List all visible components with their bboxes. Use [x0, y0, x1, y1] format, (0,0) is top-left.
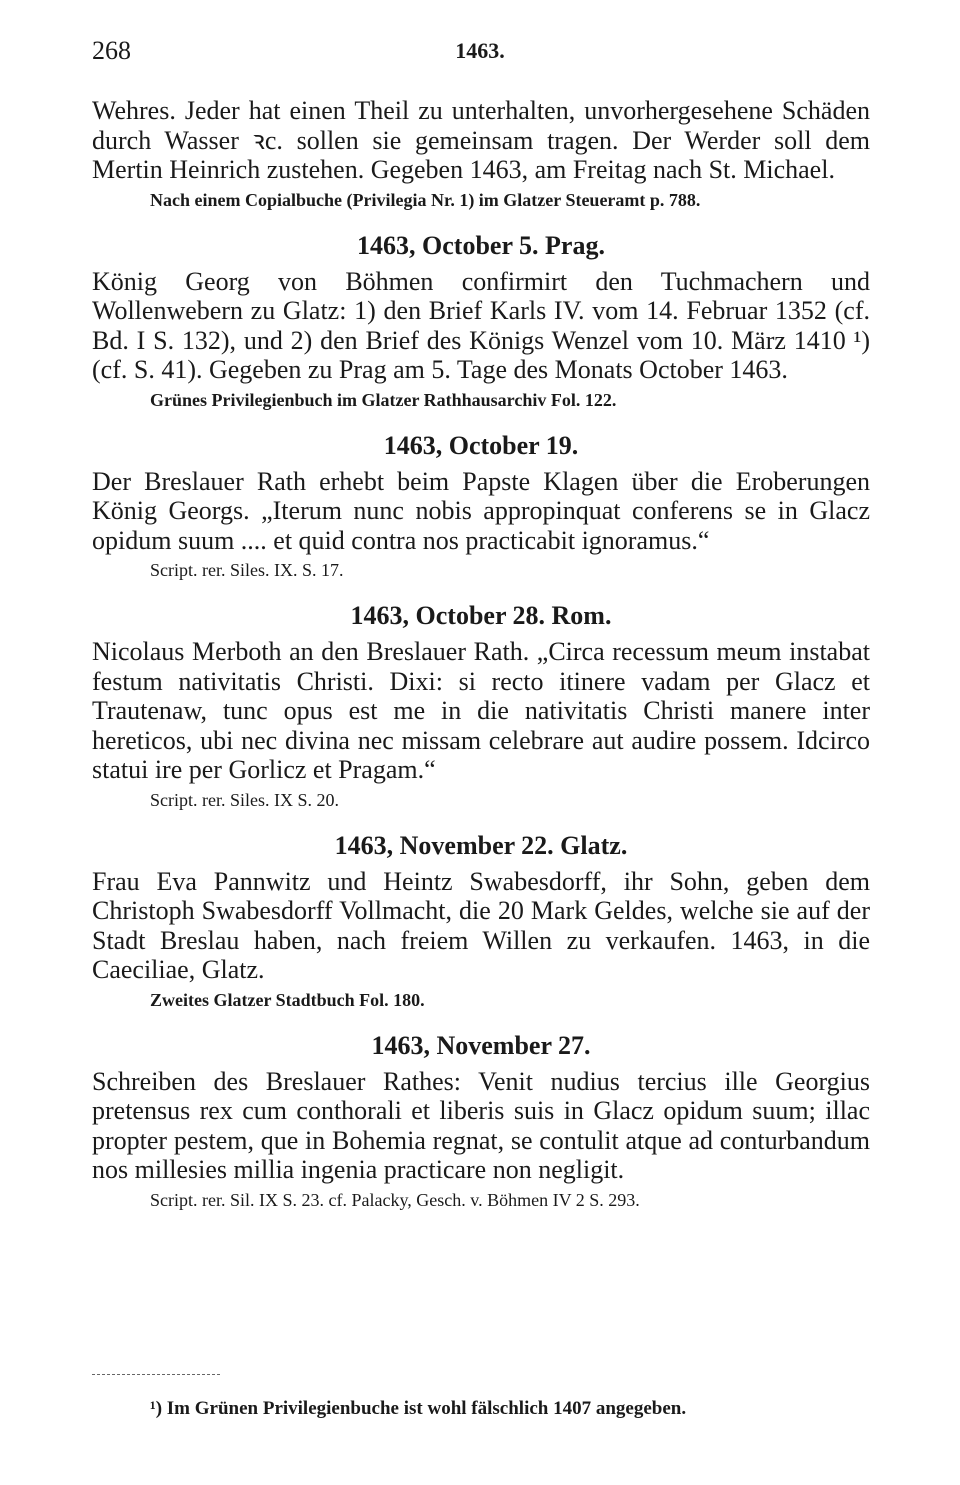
entry-text: König Georg von Böhmen confirmirt den Tuchmachern und Wollenwebern zu Glatz: 1) den Brief Karls IV. vom 14. Februar 1352 (cf. Bd. I S. 132), und 2) den Brief des Königs Wenzel vom 10. März 1410 ¹) (cf. S. 41). Gegeben zu Prag am 5. Tage des Monats October 1463. [92, 266, 870, 384]
entry-text: Wehres. Jeder hat einen Theil zu unterhalten, unvorhergesehene Schäden durch Wasser ꝛc. sollen sie gemeinsam tragen. Der Werder soll dem Mertin Heinrich zustehen. Gegeben 1463, am Freitag nach St. Michael. [92, 96, 870, 184]
entry-heading: 1463, October 19. [383, 430, 579, 460]
entry-1463-10-05 [92, 231, 870, 413]
entry-text: Der Breslauer Rath erhebt beim Papste Klagen über die Eroberungen König Georgs. „Iterum nunc nobis appropinquat conferens se in Glacz opidum suum .... et quid contra nos practicabit ignoramus.“ [92, 466, 870, 555]
entry-source: Zweites Glatzer Stadtbuch Fol. 180. [150, 989, 425, 1010]
entry-text: Schreiben des Breslauer Rathes: Venit nudius tercius ille Georgius pretensus rex cum conthorali et liberis suis in Glacz opidum suum; illac propter pestem, que in Bohemia regnat, se contulit atque ad conturbandum nos millesies millia ingenia practicare non negligit. [92, 1066, 870, 1184]
entry-heading: 1463, November 27. [371, 1030, 591, 1060]
entry-source: Script. rer. Siles. IX S. 20. [150, 789, 339, 810]
page-header [92, 36, 868, 70]
entry-heading: 1463, October 28. Rom. [350, 601, 612, 630]
entry-1463-10-19 [92, 431, 870, 584]
entry-1463-10-28 [92, 601, 870, 813]
entry-text: Nicolaus Merboth an den Breslauer Rath. „Circa recessum meum instabat festum nativitatis Christi. Dixi: si recto itinere vadam per Glacz et Trautenaw, tunc opus est me in die nativitatis Christi manere inter hereticos, ubi nec divina nec missam celebrare aut audire possem. Idcirco statui ire per Gorlicz et Pragam.“ [92, 637, 870, 784]
entry-source: Grünes Privilegienbuch im Glatzer Rathhausarchiv Fol. 122. [150, 389, 617, 410]
running-head: 1463. [455, 38, 505, 63]
page-body [92, 96, 870, 1213]
page-number: 268 [92, 36, 131, 65]
entry-heading: 1463, November 22. Glatz. [334, 830, 628, 860]
entry-1463-11-22 [92, 831, 870, 1013]
entry-1463-11-27 [92, 1031, 870, 1213]
entry-heading: 1463, October 5. Prag. [357, 230, 605, 260]
footnote: ¹) Im Grünen Privilegienbuche ist wohl fälschlich 1407 angegeben. [150, 1398, 687, 1419]
entry-source: Nach einem Copialbuche (Privilegia Nr. 1) im Glatzer Steueramt p. 788. [150, 189, 701, 210]
footnote-divider [92, 1374, 220, 1375]
entry-source: Script. rer. Siles. IX. S. 17. [150, 560, 344, 580]
entry-continued [92, 96, 870, 213]
entry-source: Script. rer. Sil. IX S. 23. cf. Palacky, Gesch. v. Böhmen IV 2 S. 293. [150, 1189, 640, 1210]
entry-text: Frau Eva Pannwitz und Heintz Swabesdorff, ihr Sohn, geben dem Christoph Swabesdorff Vollmacht, die 20 Mark Geldes, welche sie auf der Stadt Breslau haben, nach freiem Willen zu verkaufen. 1463, in die Caeciliae, Glatz. [92, 866, 870, 984]
